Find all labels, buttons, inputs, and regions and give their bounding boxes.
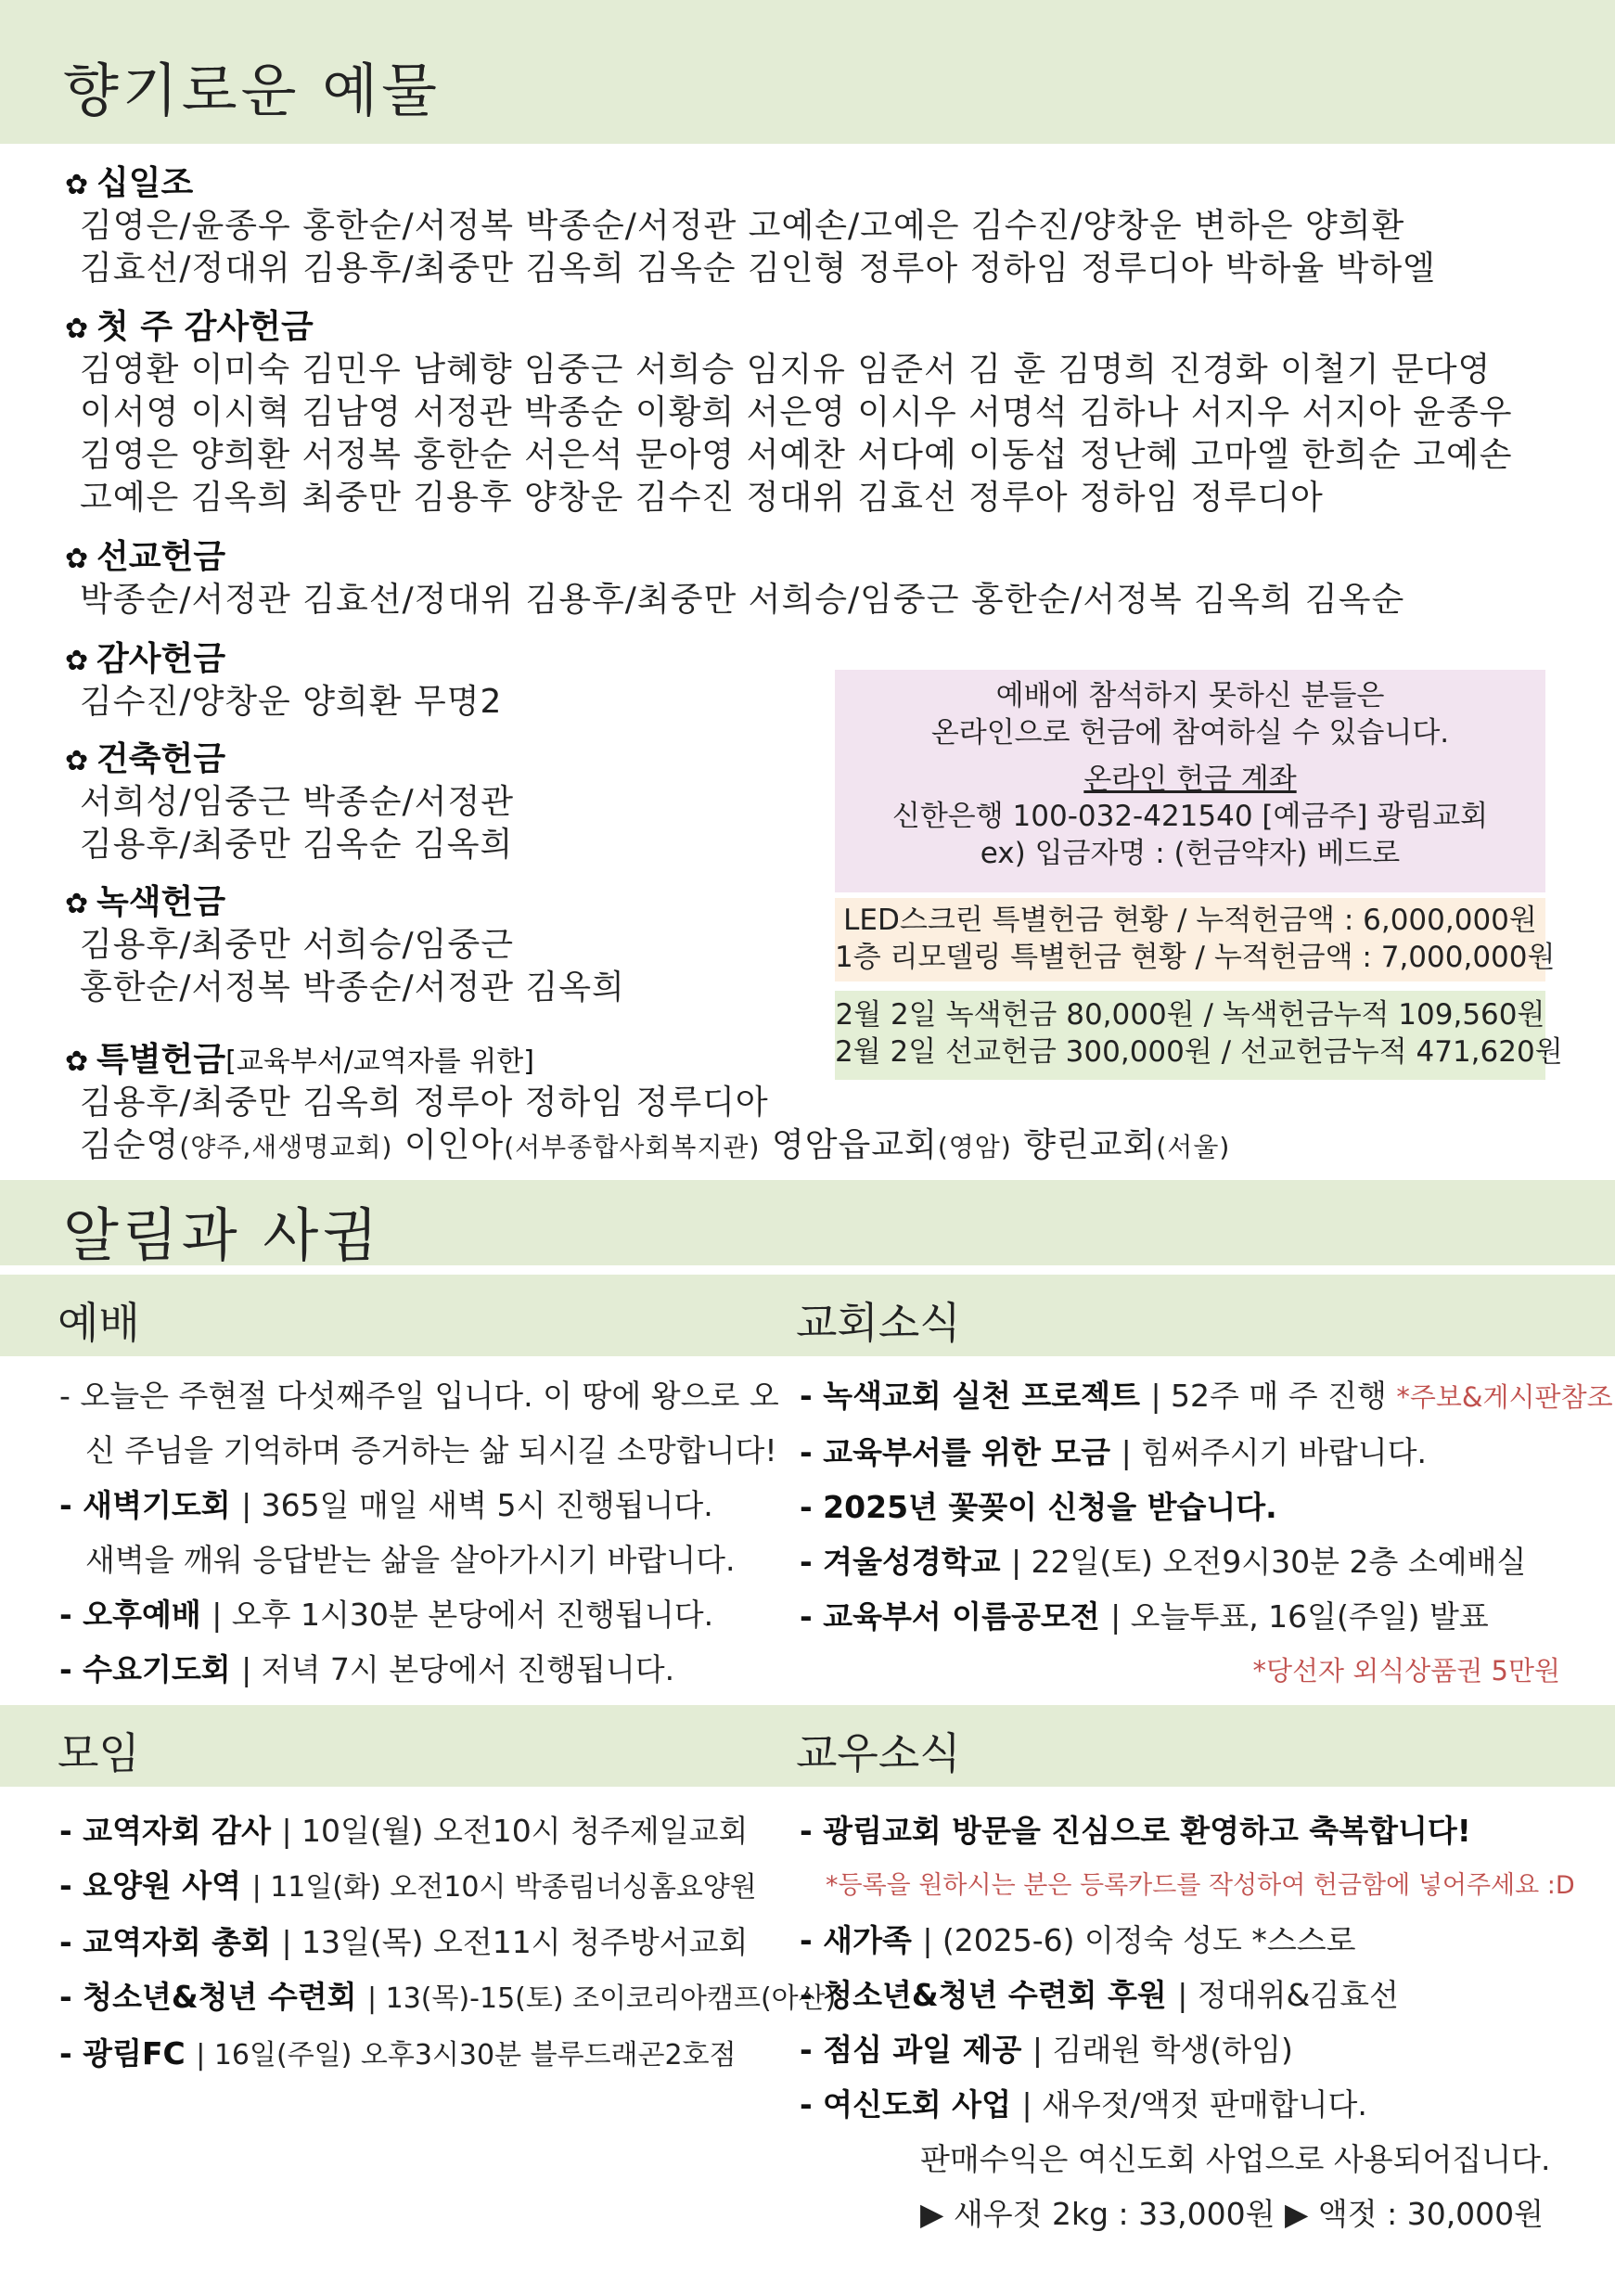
member-line: ▶ 새우젓 2kg : 33,000원 ▶ 액젓 : 30,000원 xyxy=(920,2196,1545,2232)
mission-title: 선교헌금 xyxy=(96,538,226,576)
worship-heading: 예배 xyxy=(58,1298,140,1348)
members-heading: 교우소식 xyxy=(796,1728,961,1778)
flower-icon: ✿ xyxy=(65,745,89,777)
worship-line: - 새벽기도회 | 365일 매일 새벽 5시 진행됩니다. xyxy=(59,1487,713,1523)
member-note: *등록을 원하시는 분은 등록카드를 작성하여 헌금함에 넣어주세요 :D xyxy=(826,1871,1575,1900)
special-note: [교육부서/교역자를 위한] xyxy=(225,1045,534,1078)
thanks-names-1: 김수진/양창운 양희환 무명2 xyxy=(80,683,503,721)
worship-list xyxy=(59,1368,779,1697)
flower-icon: ✿ xyxy=(65,543,89,575)
green-names-2: 홍한순/서정복 박종순/서정관 김옥희 xyxy=(80,968,625,1007)
meetings-list xyxy=(59,1803,836,2083)
meetings-heading: 모임 xyxy=(58,1728,140,1778)
church-news-heading: 교회소식 xyxy=(796,1298,961,1348)
first-week-names-1: 김영환 이미숙 김민우 남혜향 임중근 서희승 임지유 임준서 김 훈 김명희 진경화 이철기 문다영 xyxy=(80,351,1492,389)
online-offering-box xyxy=(835,670,1545,892)
tithe-title: 십일조 xyxy=(96,164,194,202)
flower-icon: ✿ xyxy=(65,1045,89,1078)
donor-affiliation: (서부종합사회복지관) xyxy=(504,1132,761,1162)
building-section xyxy=(65,738,514,866)
green-section xyxy=(65,881,625,1009)
member-line: 판매수익은 여신도회 사업으로 사용되어집니다. xyxy=(920,2141,1551,2177)
first-week-section xyxy=(65,306,1513,519)
meeting-line: - 청소년&청년 수련회 | 13(목)-15(토) 조이코리아캠프(아산) xyxy=(59,1979,837,2015)
donor-affiliation: (양주,새생명교회) xyxy=(179,1132,393,1162)
mission-section xyxy=(65,536,1404,622)
tithe-names-1: 김영은/윤종우 홍한순/서정복 박종순/서정관 고예손/고예은 김수진/양창운 변하은 양희환 xyxy=(80,207,1405,245)
member-line: - 새가족 | (2025-6) 이정숙 성도 *스스로 xyxy=(800,1922,1356,1958)
donor-name: 향린교회 xyxy=(1023,1126,1157,1164)
member-line: - 여신도회 사업 | 새우젓/액젓 판매합니다. xyxy=(800,2086,1367,2123)
feb-offering-box xyxy=(835,991,1563,1080)
worship-line: - 오후예배 | 오후 1시30분 본당에서 진행됩니다. xyxy=(59,1597,714,1633)
meeting-line: - 교역자회 총회 | 13일(목) 오전11시 청주방서교회 xyxy=(59,1924,749,1960)
tithe-names-2: 김효선/정대위 김용후/최중만 김옥희 김옥순 김인형 정루아 정하임 정루디아 박하율 박하엘 xyxy=(80,250,1436,288)
news-title: 알림과 사귐 xyxy=(63,1201,382,1269)
flower-icon: ✿ xyxy=(65,645,89,677)
green-title: 녹색헌금 xyxy=(96,883,226,921)
flower-icon: ✿ xyxy=(65,169,89,201)
special-title: 특별헌금 xyxy=(96,1041,226,1079)
church-news-line: - 2025년 꽃꽂이 신청을 받습니다. xyxy=(800,1489,1277,1525)
special-names-2 xyxy=(65,1124,1230,1169)
thanks-title: 감사헌금 xyxy=(96,640,226,678)
remodel-status: 1층 리모델링 특별헌금 현황 / 누적헌금액 : 7,000,000원 xyxy=(835,941,1556,974)
tithe-section xyxy=(65,162,1436,290)
online-box-line1: 예배에 참석하지 못하신 분들은 xyxy=(995,679,1385,712)
thanks-section xyxy=(65,638,502,724)
first-week-names-2: 이서영 이시혁 김남영 서정관 박종순 이황희 서은영 이시우 서명석 김하나 서지우 서지아 윤종우 xyxy=(80,393,1513,431)
online-account-title: 온라인 헌금 계좌 xyxy=(1083,763,1297,796)
first-week-names-4: 고예은 김옥희 최중만 김용후 양창운 김수진 정대위 김효선 정루아 정하임 정루디아 xyxy=(80,479,1324,517)
flower-icon: ✿ xyxy=(65,888,89,920)
donor-name: 김순영 xyxy=(80,1126,180,1164)
church-news-list xyxy=(800,1368,1613,1699)
online-box-line2: 온라인으로 헌금에 참여하실 수 있습니다. xyxy=(930,716,1450,750)
meeting-line: - 요양원 사역 | 11일(화) 오전10시 박종림너싱홈요양원 xyxy=(59,1867,757,1904)
led-status: LED스크린 특별헌금 현황 / 누적헌금액 : 6,000,000원 xyxy=(843,904,1537,937)
meeting-line: - 교역자회 감사 | 10일(월) 오전10시 청주제일교회 xyxy=(59,1813,749,1849)
online-account-number: 신한은행 100-032-421540 [예금주] 광림교회 xyxy=(891,800,1489,833)
worship-line: - 오늘은 주현절 다섯째주일 입니다. 이 땅에 왕으로 오 xyxy=(59,1378,779,1414)
church-news-line: - 교육부서를 위한 모금 | 힘써주시기 바랍니다. xyxy=(800,1434,1428,1470)
meeting-line: - 광림FC | 16일(주일) 오후3시30분 블루드래곤2호점 xyxy=(59,2035,737,2072)
first-week-names-3: 김영은 양희환 서정복 홍한순 서은석 문아영 서예찬 서다예 이동섭 정난혜 고마엘 한희순 고예손 xyxy=(80,436,1513,474)
building-names-1: 서희성/임중근 박종순/서정관 xyxy=(80,783,515,821)
donor-name: 이인아 xyxy=(404,1126,505,1164)
donor-name: 영암읍교회 xyxy=(771,1126,938,1164)
green-offering-total: 2월 2일 녹색헌금 80,000원 / 녹색헌금누적 109,560원 xyxy=(835,998,1545,1032)
special-names-1: 김용후/최중만 김옥희 정루아 정하임 정루디아 xyxy=(80,1084,769,1122)
first-week-title: 첫 주 감사헌금 xyxy=(96,308,314,346)
church-news-line: - 녹색교회 실천 프로젝트 | 52주 매 주 진행 *주보&게시판참조 xyxy=(800,1378,1613,1414)
member-line: - 청소년&청년 수련회 후원 | 정대위&김효선 xyxy=(800,1977,1399,2013)
member-line: - 광림교회 방문을 진심으로 환영하고 축복합니다! xyxy=(800,1813,1471,1849)
church-news-note: *당선자 외식상품권 5만원 xyxy=(1252,1655,1560,1687)
donor-affiliation: (영암) xyxy=(937,1132,1012,1162)
mission-offering-total: 2월 2일 선교헌금 300,000원 / 선교헌금누적 471,620원 xyxy=(835,1035,1563,1069)
worship-line: 신 주님을 기억하며 증거하는 삶 되시길 소망합니다! xyxy=(85,1432,777,1469)
worship-line: 새벽을 깨워 응답받는 삶을 살아가시기 바랍니다. xyxy=(85,1542,736,1578)
donor-affiliation: (서울) xyxy=(1156,1132,1231,1162)
worship-line: - 수요기도회 | 저녁 7시 본당에서 진행됩니다. xyxy=(59,1651,675,1687)
special-status-box xyxy=(835,898,1556,981)
building-names-2: 김용후/최중만 김옥순 김옥희 xyxy=(80,826,514,864)
church-news-line: - 교육부서 이름공모전 | 오늘투표, 16일(주일) 발표 xyxy=(800,1598,1489,1635)
offerings-title: 향기로운 예물 xyxy=(63,57,442,124)
church-news-line: - 겨울성경학교 | 22일(토) 오전9시30분 2층 소예배실 xyxy=(800,1544,1527,1580)
members-list xyxy=(800,1803,1597,2241)
flower-icon: ✿ xyxy=(65,313,89,345)
mission-names-1: 박종순/서정관 김효선/정대위 김용후/최중만 서희승/임중근 홍한순/서정복 김옥희 김옥순 xyxy=(80,581,1405,619)
member-line: - 점심 과일 제공 | 김래원 학생(하임) xyxy=(800,2032,1293,2068)
online-account-example: ex) 입금자명 : (헌금약자) 베드로 xyxy=(980,837,1401,870)
green-names-1: 김용후/최중만 서희승/임중근 xyxy=(80,926,515,964)
building-title: 건축헌금 xyxy=(96,740,226,778)
